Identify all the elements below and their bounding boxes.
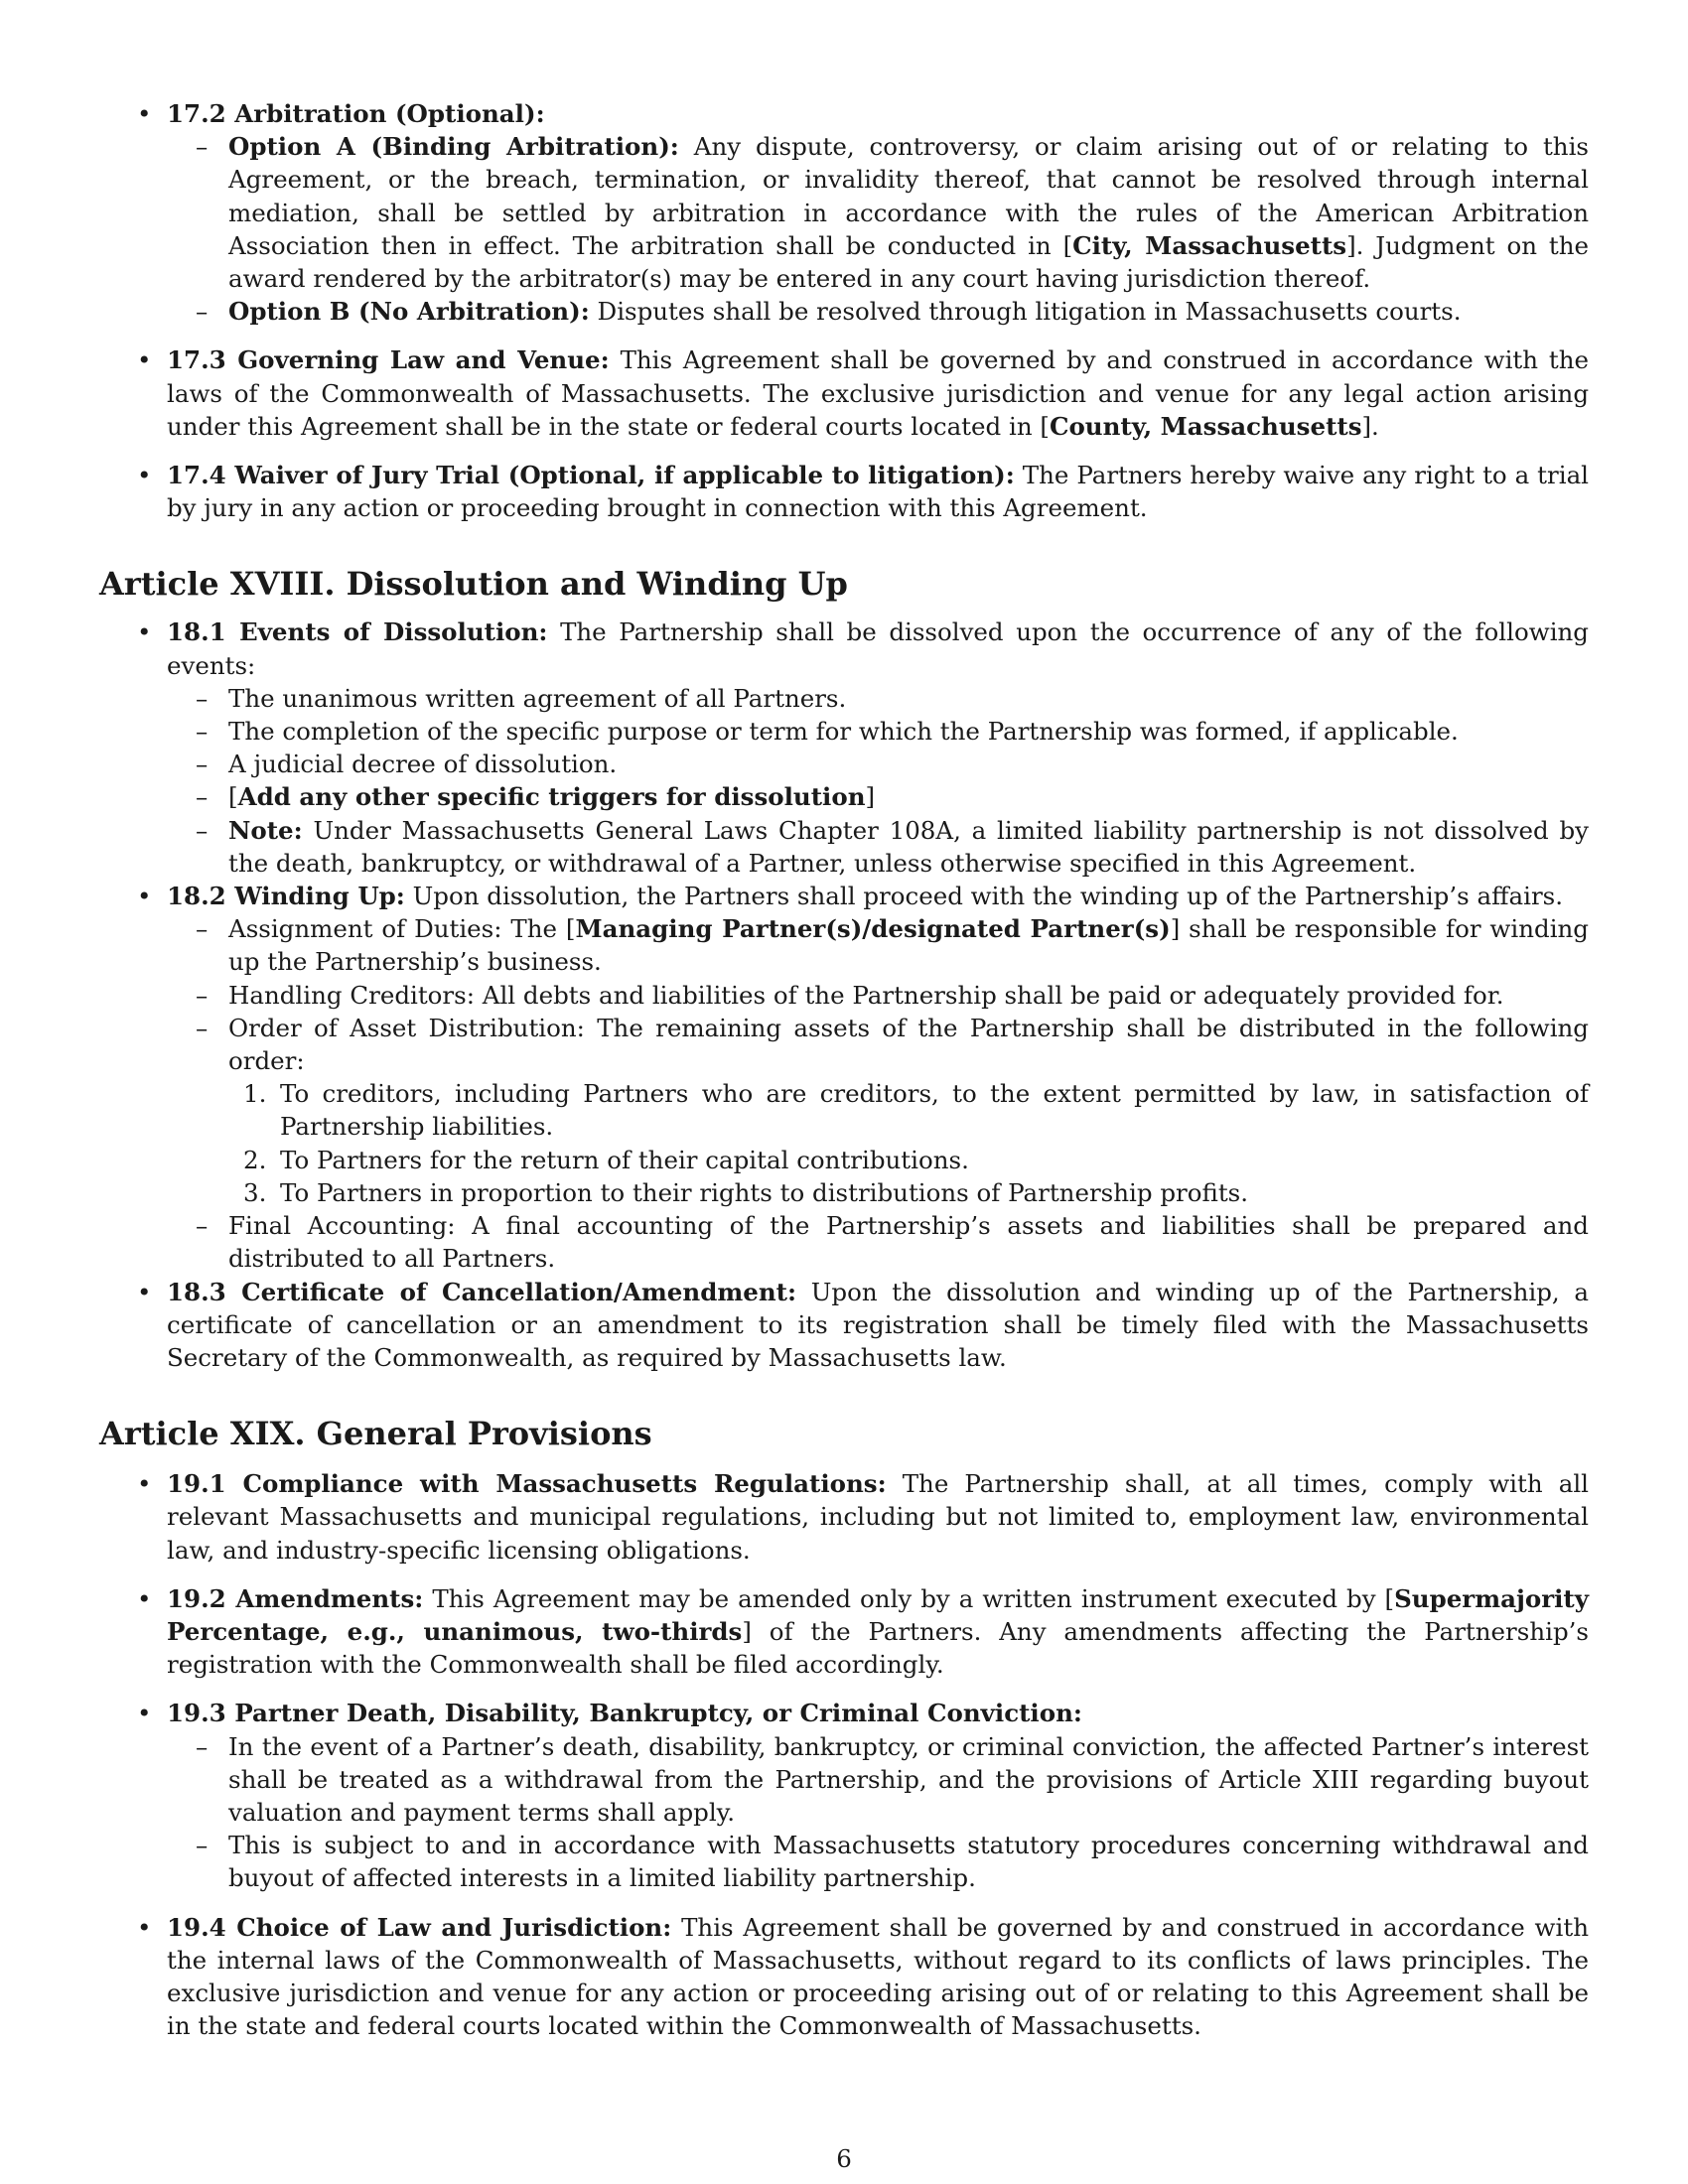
- section-19-2: [99, 1582, 1589, 1682]
- article-18-list: [99, 615, 1589, 1374]
- option-a-placeholder: City, Massachusetts: [1072, 230, 1347, 260]
- section-19-2-label: 19.2 Amendments:: [167, 1583, 424, 1613]
- item-text: To creditors, including Partners who are creditors, to the extent permitted by law, in satisfaction of Partnership liabilities.: [280, 1079, 1589, 1142]
- section-19-4-label: 19.4 Choice of Law and Jurisdiction:: [167, 1912, 672, 1942]
- dissolution-triggers-placeholder: Add any other specific triggers for dissolution: [237, 782, 866, 812]
- item-number: 3.: [243, 1177, 267, 1207]
- section-17-4-label: 17.4 Waiver of Jury Trial (Optional, if applicable to litigation):: [167, 461, 1015, 490]
- distribution-item: [228, 1176, 1589, 1209]
- dissolution-note: [167, 814, 1589, 880]
- section-19-1-label: 19.1 Compliance with Massachusetts Regulations:: [167, 1469, 887, 1499]
- option-a-text-1: Any dispute, controversy, or claim arising out of or relating to this Agreement, or the breach, termination, or invalidity thereof, that cannot be resolved through internal mediation, shall be settled by arbitration in accordance with the rules of the American Arbitration Association then in effect. The arbitration shall be conducted in [: [228, 132, 1589, 260]
- item-number: 2.: [243, 1145, 267, 1174]
- section-18-1: [99, 615, 1589, 880]
- section-17-3-text-1: This Agreement shall be governed by and construed in accordance with the laws of the Commonwealth of Massachusetts. The exclusive jurisdiction and venue for any legal action arising under this Agreement shall be in the state or federal courts located in [: [167, 345, 1589, 441]
- section-18-2-text: Upon dissolution, the Partners shall proceed with the winding up of the Partnership’s affairs.: [412, 882, 1564, 911]
- section-17-3-placeholder: County, Massachusetts: [1049, 411, 1362, 441]
- option-a-label: Option A (Binding Arbitration):: [228, 132, 679, 162]
- article-19-heading: Article XIX. General Provisions: [99, 1415, 652, 1453]
- section-18-1-text: The Partnership shall be dissolved upon the occurrence of any of the following events:: [167, 617, 1589, 680]
- duties-text-1: Assignment of Duties: The [: [228, 914, 576, 944]
- option-b-text: Disputes shall be resolved through litigation in Massachusetts courts.: [597, 297, 1462, 327]
- section-17-3-label: 17.3 Governing Law and Venue:: [167, 345, 610, 375]
- dissolution-events: [167, 682, 1589, 880]
- duties-placeholder: Managing Partner(s)/designated Partner(s): [575, 914, 1171, 944]
- distribution-item: [228, 1077, 1589, 1143]
- section-17-3-text-2: ].: [1361, 411, 1379, 441]
- section-18-3-label: 18.3 Certificate of Cancellation/Amendment:: [167, 1277, 797, 1306]
- section-17-4-text: The Partners hereby waive any right to a trial by jury in any action or proceeding brought in connection with this Agreement.: [167, 461, 1590, 523]
- section-19-3: [99, 1697, 1589, 1894]
- dissolution-event: – A judicial decree of dissolution.: [167, 748, 1589, 780]
- section-19-3-items: [167, 1730, 1589, 1895]
- note-label: Note:: [228, 815, 303, 845]
- option-b-label: Option B (No Arbitration):: [228, 297, 590, 327]
- order-text: Order of Asset Distribution: The remaining assets of the Partnership shall be distributed in the following order:: [228, 1013, 1589, 1076]
- section-17-2-heading: 17.2 Arbitration (Optional):: [167, 99, 545, 128]
- option-a: [167, 130, 1589, 295]
- dissolution-event-placeholder: – [Add any other specific triggers for dissolution]: [167, 780, 1589, 813]
- section-18-2: [99, 880, 1589, 1275]
- section-17-3: [99, 343, 1589, 443]
- section-19-4-text: This Agreement shall be governed by and construed in accordance with the internal laws of the Commonwealth of Massachusetts, without regard to its conflicts of laws principles. The exclusive jurisdiction and venue for any action or proceeding arising out of or relating to this Agreement shall be in the state and federal courts located within the Commonwealth of Massachusetts.: [167, 1912, 1589, 2041]
- section-19-2-text-2: ] of the Partners. Any amendments affecting the Partnership’s registration with the Commonwealth shall be filed accordingly.: [167, 1616, 1589, 1680]
- section-19-2-text-1: This Agreement may be amended only by a written instrument executed by [: [432, 1583, 1395, 1613]
- item-text: To Partners in proportion to their rights to distributions of Partnership profits.: [280, 1177, 1249, 1207]
- section-18-3-text: Upon the dissolution and winding up of the Partnership, a certificate of cancellation or an amendment to its registration shall be timely filed with the Massachusetts Secretary of the Commonwealth, as required by Massachusetts law.: [167, 1277, 1589, 1372]
- section-19-1: [99, 1467, 1589, 1567]
- article-17-list: [99, 97, 1589, 524]
- option-b: [167, 295, 1589, 328]
- dissolution-event: – The unanimous written agreement of all Partners.: [167, 682, 1589, 715]
- section-18-3: [99, 1276, 1589, 1375]
- section-19-1-text: The Partnership shall, at all times, comply with all relevant Massachusetts and municipal regulations, including but not limited to, employment law, environmental law, and industry-specific licensing obligations.: [167, 1469, 1589, 1565]
- item-text: To Partners for the return of their capital contributions.: [280, 1145, 969, 1174]
- article-19-list: [99, 1467, 1589, 2042]
- distribution-item: [228, 1144, 1589, 1176]
- document-page: [99, 97, 1589, 2042]
- option-a-text-2: ]. Judgment on the award rendered by the arbitrator(s) may be entered in any court having jurisdiction thereof.: [228, 230, 1589, 294]
- section-19-4: [99, 1911, 1589, 2043]
- section-17-2: [99, 97, 1589, 328]
- order-of-distribution: [167, 1012, 1589, 1209]
- section-19-3-item: – This is subject to and in accordance with Massachusetts statutory procedures concerning withdrawal and buyout of affected interests in a limited liability partnership.: [167, 1829, 1589, 1894]
- assignment-of-duties: [167, 912, 1589, 978]
- section-18-2-label: 18.2 Winding Up:: [167, 882, 405, 911]
- final-accounting: – Final Accounting: A final accounting of the Partnership’s assets and liabilities shall be prepared and distributed to all Partners.: [167, 1209, 1589, 1275]
- note-text: Under Massachusetts General Laws Chapter 108A, a limited liability partnership is not dissolved by the death, bankruptcy, or withdrawal of a Partner, unless otherwise specified in this Agreement.: [228, 815, 1589, 878]
- section-17-4: [99, 459, 1589, 524]
- handling-creditors: – Handling Creditors: All debts and liabilities of the Partnership shall be paid or adequately provided for.: [167, 979, 1589, 1012]
- section-19-2-placeholder: Supermajority Percentage, e.g., unanimous, two-thirds: [167, 1583, 1589, 1646]
- section-19-3-item: – In the event of a Partner’s death, disability, bankruptcy, or criminal conviction, the affected Partner’s interest shall be treated as a withdrawal from the Partnership, and the provisions of Article XIII regarding buyout valuation and payment terms shall apply.: [167, 1730, 1589, 1830]
- page-number: 6: [836, 2144, 852, 2173]
- section-19-3-label: 19.3 Partner Death, Disability, Bankruptcy, or Criminal Conviction:: [167, 1699, 1082, 1728]
- section-18-1-label: 18.1 Events of Dissolution:: [167, 617, 548, 647]
- item-number: 1.: [243, 1079, 267, 1109]
- arbitration-options: [167, 130, 1589, 328]
- distribution-order-list: [228, 1077, 1589, 1209]
- article-18-heading: Article XVIII. Dissolution and Winding Up: [99, 565, 848, 604]
- winding-up-items: [167, 912, 1589, 1275]
- duties-text-2: ] shall be responsible for winding up the Partnership’s business.: [228, 914, 1589, 977]
- dissolution-event: – The completion of the specific purpose or term for which the Partnership was formed, if applicable.: [167, 715, 1589, 748]
